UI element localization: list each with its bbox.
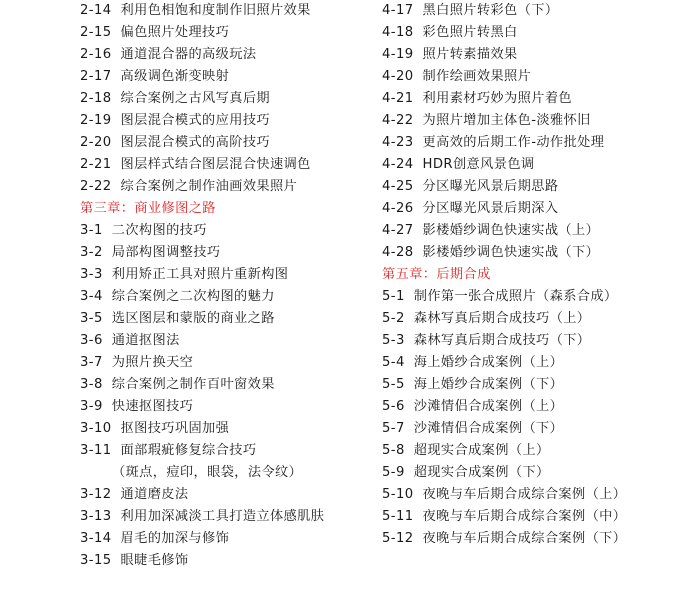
item-number: 5-11 [382, 509, 414, 524]
chapter-heading: 第三章：商业修图之路 [80, 201, 216, 216]
list-item [80, 44, 370, 66]
list-item [382, 374, 692, 396]
list-item [80, 550, 370, 572]
right-column [382, 0, 692, 550]
item-number: 4-28 [382, 245, 414, 260]
item-title: 夜晚与车后期合成综合案例（下） [422, 531, 627, 546]
item-number: 4-20 [382, 69, 414, 84]
item-number: 3-13 [80, 509, 112, 524]
item-number: 3-6 [80, 333, 103, 348]
item-number: 3-8 [80, 377, 103, 392]
item-number: 5-4 [382, 355, 405, 370]
list-item [382, 286, 692, 308]
list-item [382, 418, 692, 440]
list-item [80, 286, 370, 308]
item-title: 利用矫正工具对照片重新构图 [111, 267, 289, 282]
list-item [382, 154, 692, 176]
item-number: 4-17 [382, 3, 414, 18]
item-title: 影楼婚纱调色快速实战（上） [422, 223, 600, 238]
list-item [382, 88, 692, 110]
item-title: 综合案例之二次构图的魅力 [111, 289, 275, 304]
item-number: 2-18 [80, 91, 112, 106]
item-number: 3-5 [80, 311, 103, 326]
list-item [382, 462, 692, 484]
list-item-continuation: （斑点，痘印，眼袋，法令纹） [112, 465, 303, 480]
item-title: 快速抠图技巧 [111, 399, 194, 414]
list-item [80, 242, 370, 264]
item-title: 海上婚纱合成案例（上） [413, 355, 564, 370]
list-item [382, 506, 692, 528]
item-title: 制作第一张合成照片（森系合成） [413, 289, 618, 304]
item-number: 3-14 [80, 531, 112, 546]
item-number: 5-8 [382, 443, 405, 458]
list-item [382, 22, 692, 44]
item-title: 局部构图调整技巧 [111, 245, 221, 260]
item-title: 分区曝光风景后期思路 [422, 179, 559, 194]
list-item [382, 484, 692, 506]
chapter-heading: 第五章：后期合成 [382, 267, 491, 282]
item-number: 3-4 [80, 289, 103, 304]
item-title: 综合案例之制作油画效果照片 [120, 179, 298, 194]
list-item [382, 198, 692, 220]
item-number: 2-22 [80, 179, 112, 194]
list-item [382, 132, 692, 154]
item-title: 沙滩情侣合成案例（下） [413, 421, 564, 436]
item-number: 3-3 [80, 267, 103, 282]
list-item [80, 440, 370, 462]
item-title: 偏色照片处理技巧 [120, 25, 230, 40]
list-item [80, 22, 370, 44]
item-number: 2-19 [80, 113, 112, 128]
item-title: 超现实合成案例（下） [413, 465, 550, 480]
item-title: HDR创意风景色调 [422, 157, 535, 172]
list-item [80, 176, 370, 198]
item-title: 利用色相饱和度制作旧照片效果 [120, 3, 311, 18]
item-title: 分区曝光风景后期深入 [422, 201, 559, 216]
item-number: 3-7 [80, 355, 103, 370]
item-number: 2-21 [80, 157, 112, 172]
item-number: 2-17 [80, 69, 112, 84]
item-title: 照片转素描效果 [422, 47, 518, 62]
item-number: 5-3 [382, 333, 405, 348]
item-number: 3-9 [80, 399, 103, 414]
item-number: 4-24 [382, 157, 414, 172]
item-title: 综合案例之制作百叶窗效果 [111, 377, 275, 392]
list-item [80, 264, 370, 286]
item-title: 通道抠图法 [111, 333, 180, 348]
item-number: 3-1 [80, 223, 103, 238]
item-number: 4-19 [382, 47, 414, 62]
list-item [382, 440, 692, 462]
item-title: 综合案例之古风写真后期 [120, 91, 270, 106]
item-number: 4-23 [382, 135, 414, 150]
item-title: 眼睫毛修饰 [120, 553, 189, 568]
item-number: 3-12 [80, 487, 112, 502]
list-item [382, 110, 692, 132]
item-title: 超现实合成案例（上） [413, 443, 550, 458]
item-number: 4-25 [382, 179, 414, 194]
item-title: 影楼婚纱调色快速实战（下） [422, 245, 600, 260]
item-title: 森林写真后期合成技巧（上） [413, 311, 591, 326]
item-number: 2-15 [80, 25, 112, 40]
list-item [80, 220, 370, 242]
item-title: 高级调色渐变映射 [120, 69, 230, 84]
list-item [382, 44, 692, 66]
item-number: 3-11 [80, 443, 112, 458]
list-item [382, 330, 692, 352]
item-number: 5-1 [382, 289, 405, 304]
item-title: 通道混合器的高级玩法 [120, 47, 257, 62]
item-number: 3-2 [80, 245, 103, 260]
item-title: 沙滩情侣合成案例（上） [413, 399, 564, 414]
item-number: 3-10 [80, 421, 112, 436]
item-number: 2-20 [80, 135, 112, 150]
list-item [80, 330, 370, 352]
list-item [80, 66, 370, 88]
item-number: 5-12 [382, 531, 414, 546]
item-title: 利用加深减淡工具打造立体感肌肤 [120, 509, 325, 524]
item-title: 夜晚与车后期合成综合案例（中） [422, 509, 627, 524]
list-item [80, 396, 370, 418]
item-title: 为照片换天空 [111, 355, 194, 370]
item-number: 5-5 [382, 377, 405, 392]
item-number: 2-16 [80, 47, 112, 62]
list-item [80, 506, 370, 528]
item-title: 通道磨皮法 [120, 487, 189, 502]
list-item [382, 242, 692, 264]
item-title: 利用素材巧妙为照片着色 [422, 91, 572, 106]
item-title: 图层样式结合图层混合快速调色 [120, 157, 311, 172]
list-item [80, 154, 370, 176]
item-title: 夜晚与车后期合成综合案例（上） [422, 487, 627, 502]
item-title: 为照片增加主体色-淡雅怀旧 [422, 113, 591, 128]
item-number: 5-7 [382, 421, 405, 436]
list-item [80, 528, 370, 550]
item-title: 面部瑕疵修复综合技巧 [120, 443, 257, 458]
item-number: 5-6 [382, 399, 405, 414]
list-item [382, 220, 692, 242]
item-number: 5-9 [382, 465, 405, 480]
list-item [382, 528, 692, 550]
item-number: 2-14 [80, 3, 112, 18]
item-title: 森林写真后期合成技巧（下） [413, 333, 591, 348]
item-title: 图层混合模式的应用技巧 [120, 113, 270, 128]
left-column [80, 0, 370, 572]
item-title: 更高效的后期工作-动作批处理 [422, 135, 605, 150]
list-item [80, 0, 370, 22]
item-title: 二次构图的技巧 [111, 223, 207, 238]
item-title: 眉毛的加深与修饰 [120, 531, 230, 546]
item-title: 彩色照片转黑白 [422, 25, 518, 40]
item-title: 制作绘画效果照片 [422, 69, 532, 84]
item-title: 海上婚纱合成案例（下） [413, 377, 564, 392]
item-title: 选区图层和蒙版的商业之路 [111, 311, 275, 326]
list-item [80, 484, 370, 506]
list-item [382, 0, 692, 22]
item-number: 5-10 [382, 487, 414, 502]
item-number: 4-21 [382, 91, 414, 106]
list-item [80, 352, 370, 374]
item-number: 5-2 [382, 311, 405, 326]
item-number: 4-22 [382, 113, 414, 128]
list-item [382, 66, 692, 88]
item-number: 4-26 [382, 201, 414, 216]
list-item [382, 352, 692, 374]
list-item [80, 418, 370, 440]
list-item [80, 374, 370, 396]
list-item [80, 308, 370, 330]
item-title: 图层混合模式的高阶技巧 [120, 135, 270, 150]
item-number: 4-18 [382, 25, 414, 40]
list-item [382, 396, 692, 418]
list-item [382, 308, 692, 330]
list-item [80, 88, 370, 110]
list-item [80, 132, 370, 154]
item-title: 抠图技巧巩固加强 [120, 421, 230, 436]
list-item [382, 176, 692, 198]
item-title: 黑白照片转彩色（下） [422, 3, 559, 18]
item-number: 4-27 [382, 223, 414, 238]
item-number: 3-15 [80, 553, 112, 568]
list-item [80, 110, 370, 132]
